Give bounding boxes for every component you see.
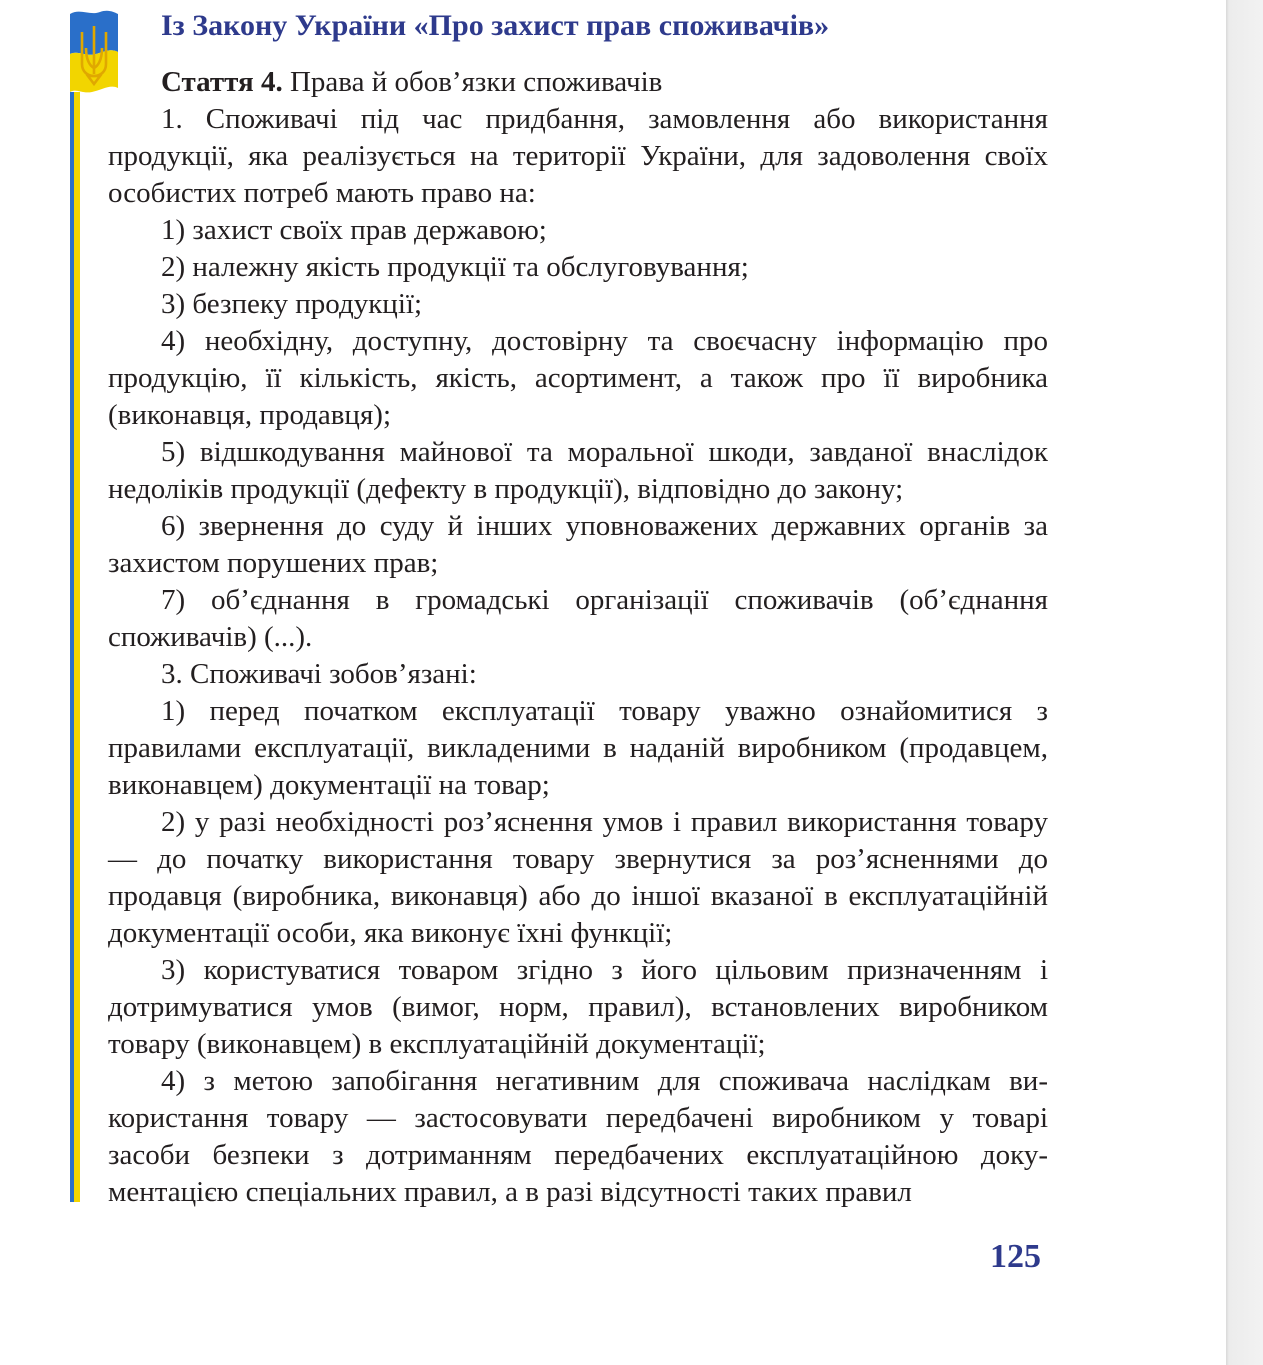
paragraph: 3) користуватися товаром згідно з його цільовим призначенням і дотримуватися умов (вимог, норм, правил), встановлених виробником товару (виконавцем) в експлуатаційній документації; [108,954,1048,1060]
article-label: Стаття 4. [161,66,283,98]
paragraph: 2) у разі необхідності роз’яснення умов і правил використання товару — до початку використання товару звернутися за роз’ясненнями до продавця (виробника, виконавця) або до іншої вказаної в експлуатаційній документації особи, яка виконує їхні функції; [108,806,1048,949]
article-heading [108,64,1048,101]
paragraph: 6) звернення до суду й інших уповноважених державних органів за захистом порушених прав; [108,510,1048,579]
paragraph: 2) належну якість продукції та обслуговування; [161,251,749,283]
side-decorative-bar [70,92,82,1202]
article-heading-text: Права й обов’язки споживачів [289,66,663,98]
side-bar-yellow-stripe [74,92,80,1202]
paragraph: 7) об’єднання в громадські організації споживачів (об’єднання споживачів) (...). [108,584,1048,653]
paragraph: 4) з метою запобігання негативним для споживача наслідкам використання товару — застосовувати передбачені виробником у товарі засоби безпеки з дотриманням передбачених експлуатаційною документацією спеціальних правил, а в разі відсутності таких правил [108,1065,1048,1208]
page-edge-shadow [1226,0,1263,1365]
section-title: Із Закону України «Про захист прав споживачів» [161,9,830,42]
page-number: 125 [990,1238,1041,1275]
paragraph: 1) перед початком експлуатації товару уважно ознайомитися з правилами експлуатації, викладеними в наданій виробником (продавцем, виконавцем) документації на товар; [108,695,1048,801]
paragraph: 1. Споживачі під час придбання, замовлення або використання продукції, яка реалізується на території України, для задоволення своїх особистих потреб мають право на: [108,103,1048,209]
document-body [108,64,1048,1211]
paragraph: 3) безпеку продукції; [161,288,422,320]
paragraph: 3. Споживачі зобов’язані: [161,658,477,690]
paragraph: 5) відшкодування майнової та моральної шкоди, завданої внаслідок недоліків продукції (дефекту в продукції), відповідно до закону; [108,436,1048,505]
paragraph: 1) захист своїх прав державою; [161,214,547,246]
paragraph: 4) необхідну, доступну, достовірну та своєчасну інформацію про продукцію, її кількість, якість, асортимент, а також про її виробника (виконавця, продавця); [108,325,1048,431]
